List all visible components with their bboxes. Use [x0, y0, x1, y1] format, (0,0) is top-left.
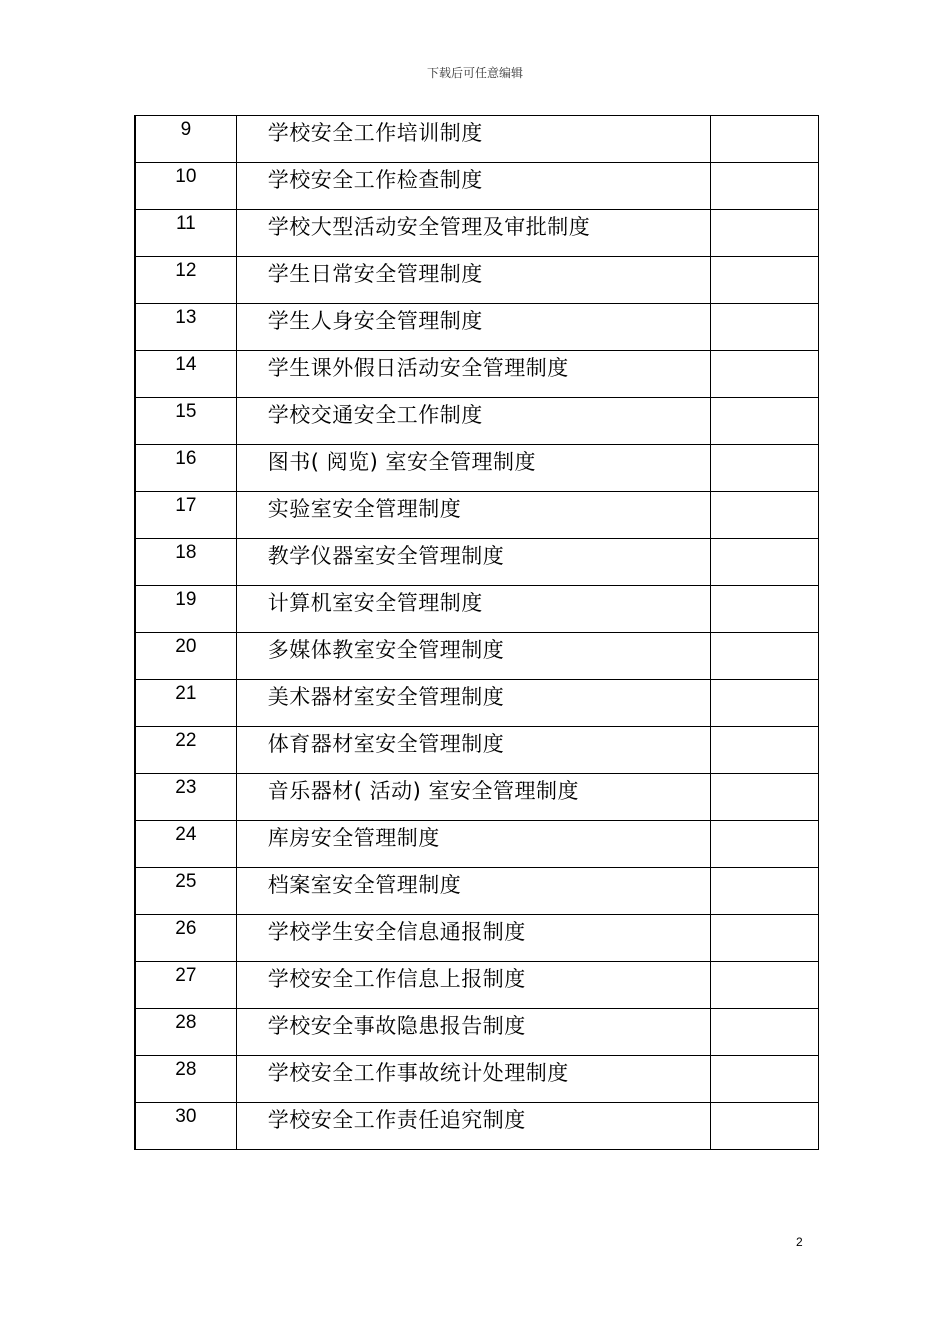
regulations-table	[134, 115, 819, 1150]
row-title-cell: 学校学生安全信息通报制度	[236, 915, 710, 962]
row-note-cell	[710, 727, 818, 774]
row-title-cell: 计算机室安全管理制度	[236, 586, 710, 633]
row-title-cell: 学校安全工作事故统计处理制度	[236, 1056, 710, 1103]
row-note-cell	[710, 492, 818, 539]
row-title-cell: 学校安全事故隐患报告制度	[236, 1009, 710, 1056]
row-title-cell: 美术器材室安全管理制度	[236, 680, 710, 727]
table-row	[135, 257, 819, 304]
row-note-cell	[710, 539, 818, 586]
row-note-cell	[710, 586, 818, 633]
row-title-cell: 多媒体教室安全管理制度	[236, 633, 710, 680]
table-row	[135, 1009, 819, 1056]
table-row	[135, 492, 819, 539]
row-title-cell: 学校安全工作责任追究制度	[236, 1103, 710, 1150]
row-note-cell	[710, 680, 818, 727]
table-row	[135, 633, 819, 680]
row-number-cell: 12	[135, 257, 236, 304]
table-row	[135, 163, 819, 210]
row-number-cell: 23	[135, 774, 236, 821]
table-row	[135, 210, 819, 257]
table-row	[135, 351, 819, 398]
row-number-cell: 11	[135, 210, 236, 257]
row-number-cell: 27	[135, 962, 236, 1009]
table-row	[135, 774, 819, 821]
page-number: 2	[796, 1235, 803, 1249]
table-row	[135, 962, 819, 1009]
row-note-cell	[710, 868, 818, 915]
row-number-cell: 17	[135, 492, 236, 539]
row-title-cell: 学校安全工作检查制度	[236, 163, 710, 210]
row-number-cell: 25	[135, 868, 236, 915]
table-row	[135, 1103, 819, 1150]
row-note-cell	[710, 774, 818, 821]
row-number-cell: 20	[135, 633, 236, 680]
row-number-cell: 30	[135, 1103, 236, 1150]
row-note-cell	[710, 163, 818, 210]
row-number-cell: 18	[135, 539, 236, 586]
row-title-cell: 档案室安全管理制度	[236, 868, 710, 915]
row-note-cell	[710, 445, 818, 492]
row-title-cell: 教学仪器室安全管理制度	[236, 539, 710, 586]
row-title-cell: 学校大型活动安全管理及审批制度	[236, 210, 710, 257]
table-row	[135, 586, 819, 633]
row-note-cell	[710, 962, 818, 1009]
row-title-cell: 音乐器材( 活动) 室安全管理制度	[236, 774, 710, 821]
table-row	[135, 821, 819, 868]
table-row	[135, 539, 819, 586]
table-body	[135, 116, 819, 1150]
row-title-cell: 学校安全工作培训制度	[236, 116, 710, 163]
row-number-cell: 14	[135, 351, 236, 398]
row-number-cell: 28	[135, 1009, 236, 1056]
table-row	[135, 398, 819, 445]
row-note-cell	[710, 210, 818, 257]
row-number-cell: 15	[135, 398, 236, 445]
table-row	[135, 116, 819, 163]
row-number-cell: 21	[135, 680, 236, 727]
row-number-cell: 13	[135, 304, 236, 351]
row-number-cell: 22	[135, 727, 236, 774]
row-note-cell	[710, 257, 818, 304]
row-note-cell	[710, 304, 818, 351]
row-title-cell: 学校安全工作信息上报制度	[236, 962, 710, 1009]
row-title-cell: 学校交通安全工作制度	[236, 398, 710, 445]
table-row	[135, 445, 819, 492]
row-title-cell: 体育器材室安全管理制度	[236, 727, 710, 774]
row-title-cell: 学生人身安全管理制度	[236, 304, 710, 351]
row-number-cell: 10	[135, 163, 236, 210]
row-note-cell	[710, 633, 818, 680]
row-title-cell: 库房安全管理制度	[236, 821, 710, 868]
table-row	[135, 680, 819, 727]
row-note-cell	[710, 1009, 818, 1056]
row-number-cell: 26	[135, 915, 236, 962]
row-note-cell	[710, 1103, 818, 1150]
table-row	[135, 868, 819, 915]
row-note-cell	[710, 915, 818, 962]
table-row	[135, 1056, 819, 1103]
row-note-cell	[710, 398, 818, 445]
row-note-cell	[710, 116, 818, 163]
page-header: 下载后可任意编辑	[426, 66, 523, 80]
row-note-cell	[710, 351, 818, 398]
row-number-cell: 9	[135, 116, 236, 163]
row-title-cell: 图书( 阅览) 室安全管理制度	[236, 445, 710, 492]
row-number-cell: 16	[135, 445, 236, 492]
row-number-cell: 19	[135, 586, 236, 633]
row-title-cell: 学生课外假日活动安全管理制度	[236, 351, 710, 398]
row-number-cell: 24	[135, 821, 236, 868]
row-title-cell: 实验室安全管理制度	[236, 492, 710, 539]
table-row	[135, 727, 819, 774]
row-title-cell: 学生日常安全管理制度	[236, 257, 710, 304]
table-row	[135, 304, 819, 351]
row-number-cell: 28	[135, 1056, 236, 1103]
table-row	[135, 915, 819, 962]
row-note-cell	[710, 1056, 818, 1103]
row-note-cell	[710, 821, 818, 868]
